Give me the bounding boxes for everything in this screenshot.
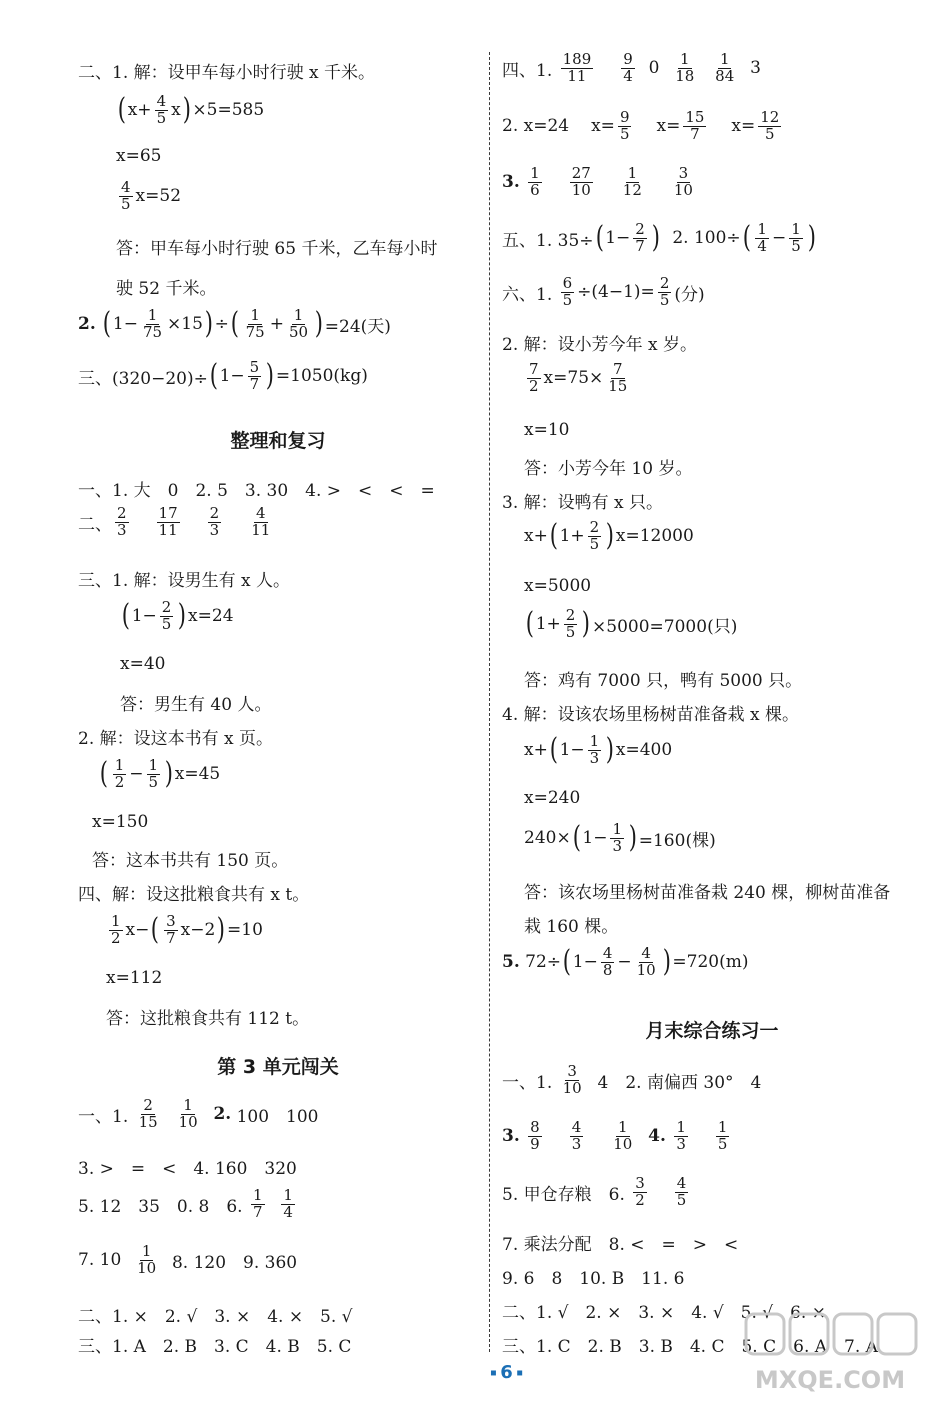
text: 100 100 [236, 1106, 319, 1127]
line [524, 878, 890, 903]
equation: x+ ( 1+ $\frac{2}{5}$ ) x=12000 [524, 518, 694, 554]
text: 5. 甲仓存粮 6. [502, 1184, 625, 1205]
text: 五、1. 35÷ [502, 230, 594, 251]
line [502, 1264, 684, 1289]
text: 3 [750, 58, 761, 79]
line: 一、1. $\frac{2}{15}$ $\frac{1}{10}$ 2. 100 100 [78, 1096, 319, 1131]
line [502, 700, 799, 725]
line [78, 476, 435, 501]
text: 答：小芳今年 10 岁。 [524, 459, 693, 479]
line [120, 690, 271, 715]
line [78, 880, 309, 905]
line [78, 1302, 353, 1327]
text: 9. 6 8 10. B 11. 6 [502, 1269, 685, 1289]
text: 三、1. C 2. B 3. B 4. C 5. C 6. A 7. A [502, 1337, 878, 1357]
line [120, 654, 165, 674]
text: ×5000=7000(只) [592, 616, 738, 637]
watermark-icon-box [790, 1314, 828, 1354]
line [106, 968, 162, 988]
line [524, 454, 692, 479]
text: 7. 10 [78, 1250, 122, 1271]
text: =24(天) [324, 316, 391, 337]
text: 驶 52 千米。 [116, 279, 217, 299]
equation: ( 1+ $\frac{2}{5}$ ) ×5000=7000(只) [525, 606, 738, 642]
text: x=24 [188, 606, 234, 627]
equation: ( 1− $\frac{2}{5}$ ) x=24 [121, 598, 234, 634]
watermark-icon-box [878, 1314, 916, 1354]
watermark-logo [740, 1312, 920, 1398]
line [78, 1332, 351, 1357]
line [78, 1154, 297, 1179]
equation: $\frac{4}{5}$ x=52 [121, 178, 182, 213]
equation: x+ ( 1− $\frac{1}{3}$ ) x=400 [524, 732, 673, 768]
line: 5. 12 35 0. 8 6. $\frac{1}{7}$ $\frac{1}{4}$ [78, 1186, 293, 1221]
line [106, 1004, 309, 1029]
line [524, 788, 580, 808]
equation: $\frac{7}{2}$ x=75× $\frac{7}{15}$ [529, 360, 628, 395]
text: x=112 [106, 968, 163, 988]
text: 5. 12 35 0. 8 6. [78, 1196, 243, 1217]
text: 2. 100÷ [672, 228, 741, 249]
line [78, 724, 273, 749]
text: 二、1. √ 2. × 3. × 4. √ 5. √ 6. × [502, 1303, 826, 1323]
section-title: 整理和复习 [230, 430, 326, 452]
text: =160(棵) [638, 830, 716, 851]
equation: 五、1. 35÷ ( 1− $\frac{2}{7}$ ) 2. 100÷ ( $\frac{1}{4}$ − $\frac{1}{5}$ ) [502, 220, 816, 256]
equation: ( $\frac{1}{2}$ − $\frac{1}{5}$ ) x=45 [99, 756, 221, 792]
text: x=400 [615, 740, 673, 761]
watermark-text: MXQE.COM [754, 1366, 906, 1394]
text: 2. 解：设小芳今年 x 岁。 [502, 335, 698, 355]
text: 四、解：设这批粮食共有 x t。 [78, 885, 310, 905]
line [502, 330, 697, 355]
text: 二、1. 解：设甲车每小时行驶 x 千米。 [78, 63, 376, 83]
text: 栽 160 棵。 [524, 917, 619, 937]
text: x=52 [135, 186, 182, 207]
text: x=65 [116, 146, 162, 166]
section-title: 月末综合练习一 [645, 1020, 779, 1042]
text: 答：甲车每小时行驶 65 千米，乙车每小时 [116, 239, 438, 259]
text: 3. > = < 4. 160 320 [78, 1159, 297, 1179]
text: 答：这本书共有 150 页。 [92, 851, 289, 871]
equation: $\frac{1}{2}$ x− ( $\frac{3}{7}$ x−2 ) =10 [111, 912, 263, 948]
text: 7. 乘法分配 8. < = > < [502, 1235, 739, 1255]
text: 3. 解：设鸭有 x 只。 [502, 493, 664, 513]
text: x=240 [524, 788, 581, 808]
text: x=150 [92, 812, 149, 832]
fraction: $\frac{4}{5}$ [156, 92, 167, 127]
text: x=10 [524, 420, 570, 440]
line: 3. $\frac{8}{9}$ $\frac{4}{3}$ $\frac{1}{10}$ 4. $\frac{1}{3}$ $\frac{1}{5}$ [502, 1118, 728, 1153]
line: 3. $\frac{1}{6}$ $\frac{27}{10}$ $\frac{1}{12}$ $\frac{3}{10}$ [502, 164, 693, 199]
line [116, 146, 161, 166]
line [78, 58, 375, 83]
line: 四、1. $\frac{189}{11}$ $\frac{9}{4}$ 0 $\frac{1}{18}$ $\frac{1}{84}$ 3 [502, 50, 761, 85]
text: (分) [674, 284, 705, 305]
text: 三、1. 解：设男生有 x 人。 [78, 571, 291, 591]
text: =1050(kg) [275, 366, 368, 387]
page-number: ▪ 6 ▪ [490, 1362, 524, 1383]
text: 4 2. 南偏西 30° 4 [597, 1072, 762, 1093]
text: 0 [648, 58, 660, 79]
text: x=45 [174, 764, 221, 785]
line [92, 846, 288, 871]
text: 三、1. A 2. B 3. C 4. B 5. C [78, 1337, 352, 1357]
equation: 2. ( 1− $\frac{1}{75}$ ×15 ) ÷ ( $\frac{1}{75}$ + $\frac{1}{50}$ ) =24(天) [78, 306, 391, 342]
text: x=12000 [615, 526, 694, 547]
equation: 240× ( 1− $\frac{1}{3}$ ) =160(棵) [524, 820, 716, 856]
watermark-icon-box [746, 1314, 784, 1354]
line: 2. x=24 x= $\frac{9}{5}$ x= $\frac{15}{7}$ x= $\frac{12}{5}$ [502, 108, 780, 143]
text: 答：男生有 40 人。 [120, 695, 272, 715]
text: 答：这批粮食共有 112 t。 [106, 1009, 310, 1029]
equation: 三、(320−20)÷ ( 1− $\frac{5}{7}$ ) =1050(kg) [78, 358, 368, 394]
line: 一、1. $\frac{3}{10}$ 4 2. 南偏西 30° 4 [502, 1062, 762, 1097]
text: 二、1. × 2. √ 3. × 4. × 5. √ [78, 1307, 353, 1327]
line: 7. 10 $\frac{1}{10}$ 8. 120 9. 360 [78, 1242, 298, 1277]
line [92, 812, 148, 832]
text: x=75× [543, 368, 604, 389]
section-title: 第 3 单元闯关 [217, 1056, 339, 1078]
text: 一、1. 大 0 2. 5 3. 30 4. > < < = [78, 481, 435, 501]
text: 2. x=24 [502, 116, 570, 137]
line [116, 234, 437, 259]
line [524, 420, 569, 440]
text: =720(m) [672, 952, 749, 973]
equation: ( x+ $\frac{4}{5}$ x ) ×5=585 [117, 92, 265, 128]
text: 答：鸡有 7000 只，鸭有 5000 只。 [524, 671, 803, 691]
line [524, 912, 618, 937]
column-divider [489, 52, 490, 1352]
equation: 5. 72÷ ( 1− $\frac{4}{8}$ − $\frac{4}{10}$ ) =720(m) [502, 944, 749, 980]
text: 2. 解：设这本书有 x 页。 [78, 729, 274, 749]
equation: 六、1. $\frac{6}{5}$ ÷(4−1)= $\frac{2}{5}$ (分) [502, 274, 705, 309]
line [524, 666, 802, 691]
line: 二、 $\frac{2}{3}$ $\frac{17}{11}$ $\frac{2}{3}$ $\frac{4}{11}$ [78, 504, 271, 539]
line [116, 274, 216, 299]
text: 4. 解：设该农场里杨树苗准备栽 x 棵。 [502, 705, 800, 725]
line: 5. 甲仓存粮 6. $\frac{3}{2}$ $\frac{4}{5}$ [502, 1174, 687, 1209]
text: x=40 [120, 654, 166, 674]
line [502, 488, 663, 513]
text: 答：该农场里杨树苗准备栽 240 棵，柳树苗准备 [524, 883, 891, 903]
line [78, 566, 290, 591]
text: =10 [227, 920, 263, 941]
line [524, 576, 591, 596]
line [502, 1230, 738, 1255]
text: x=5000 [524, 576, 592, 596]
page-number-text: 6 [500, 1362, 513, 1383]
text: 8. 120 9. 360 [171, 1252, 298, 1273]
watermark-icon-box [834, 1314, 872, 1354]
